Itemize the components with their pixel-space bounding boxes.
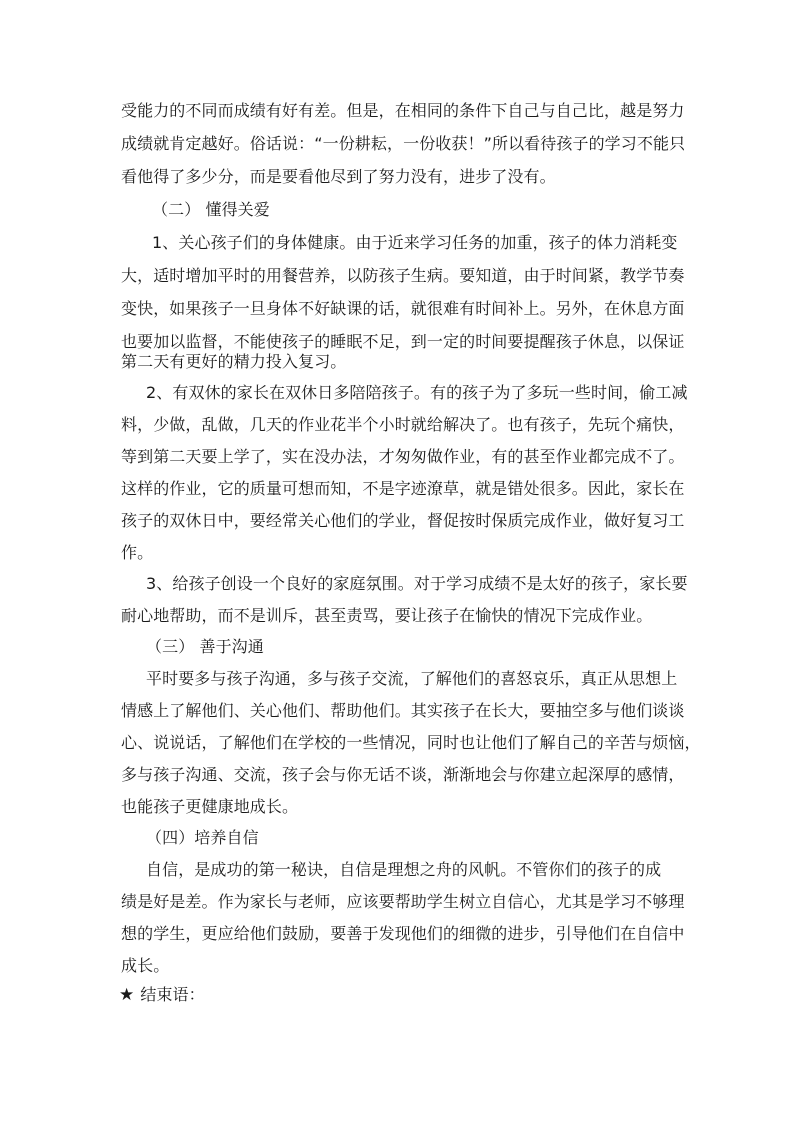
section-heading-confidence: （四）培养自信	[146, 828, 259, 847]
confidence-line: 成长。	[121, 956, 170, 975]
care-item-2-line: 等到第二天要上学了，实在没办法，才匆匆做作业，有的甚至作业都完成不了。	[121, 447, 685, 466]
section-heading-care: （二） 懂得关爱	[152, 200, 270, 219]
care-item-2-line: 料，少做，乱做，几天的作业花半个小时就给解决了。也有孩子，先玩个痛快，	[121, 415, 685, 434]
intro-line: 受能力的不同而成绩有好有差。但是，在相同的条件下自己与自己比，越是努力	[121, 101, 685, 120]
closing-label: 结束语：	[140, 985, 205, 1004]
communication-line: 心、说说话，了解他们在学校的一些情况，同时也让他们了解自己的辛苦与烦恼，	[121, 733, 701, 752]
intro-line: 成绩就肯定越好。俗话说：“一份耕耘，一份收获！”所以看待孩子的学习不能只	[121, 134, 686, 153]
care-item-3-line: 3、给孩子创设一个良好的家庭氛围。对于学习成绩不是太好的孩子，家长要	[146, 574, 688, 593]
communication-line: 也能孩子更健康地成长。	[121, 797, 299, 816]
care-item-2-line: 孩子的双休日中，要经常关心他们的学业，督促按时保质完成作业，做好复习工	[121, 511, 685, 530]
care-item-1-line: 变快，如果孩子一旦身体不好缺课的话，就很难有时间补上。另外，在休息方面	[121, 299, 685, 318]
care-item-2-line: 这样的作业，它的质量可想而知，不是字迹潦草，就是错处很多。因此，家长在	[121, 479, 685, 498]
confidence-line: 想的学生，更应给他们鼓励，要善于发现他们的细微的进步，引导他们在自信中	[121, 924, 685, 943]
care-item-2-line: 2、有双休的家长在双休日多陪陪孩子。有的孩子为了多玩一些时间，偷工减	[146, 383, 688, 402]
star-icon: ★	[119, 985, 135, 1005]
care-item-3-line: 耐心地帮助，而不是训斥，甚至责骂，要让孩子在愉快的情况下完成作业。	[121, 606, 653, 625]
care-item-1-line: 1、关心孩子们的身体健康。由于近来学习任务的加重，孩子的体力消耗变	[152, 233, 678, 252]
communication-line: 多与孩子沟通、交流，孩子会与你无话不谈，渐渐地会与你建立起深厚的感情，	[121, 765, 685, 784]
section-heading-communication: （三） 善于沟通	[146, 637, 264, 656]
confidence-line: 自信，是成功的第一秘诀，自信是理想之舟的风帆。不管你们的孩子的成	[146, 860, 662, 879]
communication-line: 情感上了解他们、关心他们、帮助他们。其实孩子在长大，要抽空多与他们谈谈	[121, 701, 685, 720]
communication-line: 平时要多与孩子沟通，多与孩子交流，了解他们的喜怒哀乐，真正从思想上	[146, 669, 678, 688]
care-item-1-line: 大，适时增加平时的用餐营养，以防孩子生病。要知道，由于时间紧，教学节奏	[121, 266, 685, 285]
care-item-2-line: 作。	[121, 543, 154, 562]
care-item-1-line: 也要加以监督，不能使孩子的睡眠不足，到一定的时间要提醒孩子休息，以保证	[121, 332, 685, 351]
care-item-1-line: 第二天有更好的精力投入复习。	[121, 352, 347, 371]
intro-line: 看他得了多少分，而是要看他尽到了努力没有，进步了没有。	[121, 167, 556, 186]
confidence-line: 绩是好是差。作为家长与老师，应该要帮助学生树立自信心，尤其是学习不够理	[121, 892, 685, 911]
closing-heading	[119, 985, 205, 1005]
